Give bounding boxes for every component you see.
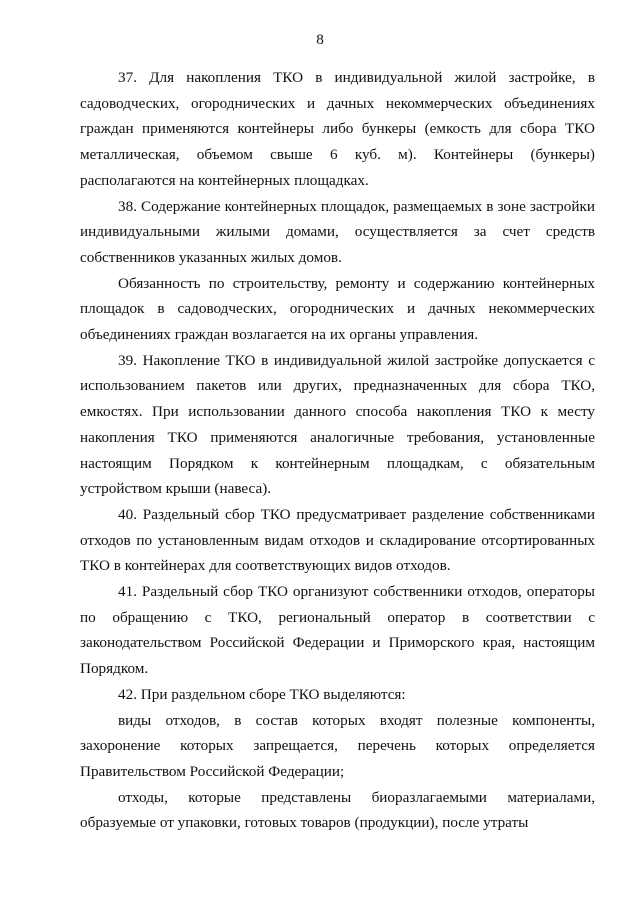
paragraph-37: 37. Для накопления ТКО в индивидуальной жилой застройке, в садоводческих, огороднических и дачных некоммерческих объединениях граждан применяются контейнеры либо бункеры (емкость для сбора ТКО металлическая, объемом свыше 6 куб. м). Контейнеры (бункеры) располагаются на контейнерных площадках. [80, 69, 595, 189]
paragraph-42-item-1: виды отходов, в состав которых входят полезные компоненты, захоронение которых запрещается, перечень которых определяется Правительством Российской Федерации; [80, 711, 595, 780]
paragraph-38: 38. Содержание контейнерных площадок, размещаемых в зоне застройки индивидуальными жилыми домами, осуществляется за счет средств собственников указанных жилых домов. [80, 197, 595, 266]
paragraph-41: 41. Раздельный сбор ТКО организуют собственники отходов, операторы по обращению с ТКО, региональный оператор в соответствии с законодательством Российской Федерации и Приморского края, настоящим Порядком. [80, 583, 595, 678]
page-number: 8 [316, 31, 324, 48]
paragraph-42-item-2: отходы, которые представлены биоразлагаемыми материалами, образуемые от упаковки, готовых товаров (продукции), после утраты [80, 788, 595, 832]
paragraph-42: 42. При раздельном сборе ТКО выделяются: [118, 685, 406, 703]
paragraph-38-obligation: Обязанность по строительству, ремонту и содержанию контейнерных площадок в садоводческих, огороднических и дачных некоммерческих объединениях граждан возлагается на их органы управления. [80, 274, 595, 344]
document-body [80, 65, 595, 836]
paragraph-40: 40. Раздельный сбор ТКО предусматривает разделение собственниками отходов по установленным видам отходов и складирование отсортированных ТКО в контейнерах для соответствующих видов отходов. [80, 505, 595, 575]
paragraph-39: 39. Накопление ТКО в индивидуальной жилой застройке допускается с использованием пакетов или других, предназначенных для сбора ТКО, емкостях. При использовании данного способа накопления ТКО к месту накопления ТКО применяются аналогичные требования, установленные настоящим Порядком к контейнерным площадкам, с обязательным устройством крыши (навеса). [80, 351, 595, 498]
